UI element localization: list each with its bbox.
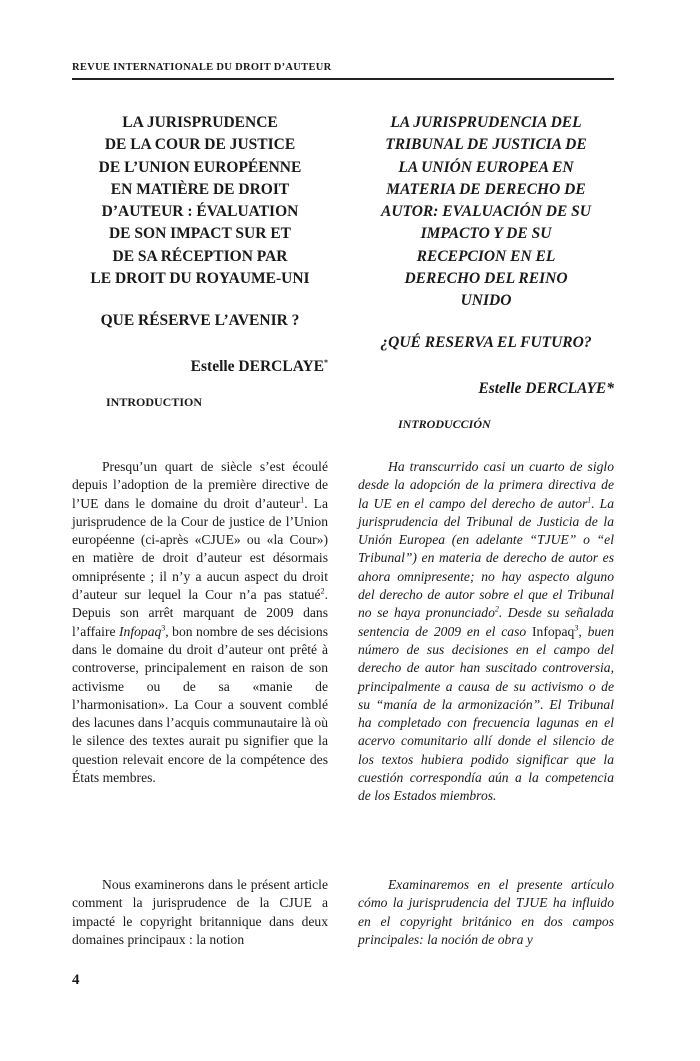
french-title-line: DE L’UNION EUROPÉENNE <box>98 158 302 176</box>
french-title-line: D’AUTEUR : ÉVALUATION <box>101 203 299 221</box>
text-run: Presqu’un quart de siècle s’est écoulé depuis l’adoption de la première directive de l’UE dans le domaine du droit d’auteur <box>72 459 328 511</box>
french-subtitle: QUE RÉSERVE L’AVENIR ? <box>100 312 300 330</box>
text-run: . Depuis son arrêt marquant de 2009 dans l’affaire <box>72 587 328 639</box>
french-paragraph-1 <box>72 458 328 787</box>
text-run: Ha transcurrido casi un cuarto de siglo desde la adopción de la primera directiva de la UE en el campo del derecho de autor <box>358 459 614 511</box>
footnote-ref-3[interactable]: 3 <box>574 623 579 633</box>
spanish-subtitle: ¿QUÉ RESERVA EL FUTURO? <box>380 333 592 351</box>
french-title-line: DE SON IMPACT SUR ET <box>108 225 291 243</box>
french-author-name: Estelle DERCLAYE <box>190 358 324 376</box>
spanish-title-line: RECEPCION EN EL <box>416 247 556 265</box>
running-head: REVUE INTERNATIONALE DU DROIT D’AUTEUR <box>72 62 332 73</box>
french-title <box>72 112 328 290</box>
text-run: . La jurisprudence de la Cour de justice de l’Union européenne (ci-après «CJUE» ou «la Cour») en matière de droit d’auteur est désormais omniprésente ; il n’y a aucun aspect du droit d’auteur sur lequel la Cour n’a pas statué <box>72 495 328 603</box>
header-rule <box>72 78 614 80</box>
spanish-title-line: IMPACTO Y DE SU <box>420 225 552 243</box>
french-title-line: DE SA RÉCEPTION PAR <box>112 247 288 265</box>
spanish-title <box>358 112 614 313</box>
text-run: , buen número de sus decisiones en el campo del derecho de autor han suscitado controversia, principalmente a causa de su activismo o de su “manía de la armonización”. El Tribunal ha completado con frecuencia lagunas en el acervo comunitario allí donde el silencio de los textos hubiera podido significar que la cuestión correspondía aún a la competencia de los Estados miembros. <box>358 623 614 804</box>
footnote-ref-2[interactable]: 2 <box>494 604 499 614</box>
spanish-author-footnote-mark[interactable]: * <box>606 379 614 397</box>
french-title-line: LA JURISPRUDENCE <box>122 114 278 131</box>
footnote-ref-3[interactable]: 3 <box>161 623 166 633</box>
spanish-column <box>358 112 614 432</box>
text-run: . Desde su señalada sentencia de 2009 en el caso <box>358 605 614 639</box>
french-paragraph-2: Nous examinerons dans le présent article comment la jurisprudence de la CJUE a impacté le copyright britannique dans deux domaines principaux : la notion <box>72 877 328 947</box>
spanish-title-line: LA UNIÓN EUROPEA EN <box>398 158 574 176</box>
spanish-paragraph-2: Examinaremos en el presente artículo cómo la jurisprudencia del TJUE ha influido en el copyright británico en dos campos principales: la noción de obra y <box>358 877 614 947</box>
case-name: Infopaq <box>532 623 575 639</box>
spanish-title-line: UNIDO <box>460 292 512 310</box>
french-title-line: DE LA COUR DE JUSTICE <box>104 136 296 154</box>
spanish-title-line: TRIBUNAL DE JUSTICIA DE <box>385 136 587 154</box>
spanish-title-line: DERECHO DEL REINO <box>404 270 568 288</box>
french-title-line: LE DROIT DU ROYAUME-UNI <box>90 270 310 288</box>
spanish-title-line: MATERIA DE DERECHO DE <box>386 180 586 198</box>
footnote-ref-2[interactable]: 2 <box>320 586 325 596</box>
french-column <box>72 112 328 410</box>
case-name: Infopaq <box>119 623 162 639</box>
spanish-author-name: Estelle DERCLAYE <box>478 379 607 397</box>
french-author <box>72 358 328 376</box>
french-section-heading: INTRODUCTION <box>106 395 203 410</box>
spanish-title-line: LA JURISPRUDENCIA DEL <box>390 114 582 131</box>
spanish-title-line: AUTOR: EVALUACIÓN DE SU <box>380 203 591 221</box>
spanish-section-heading: INTRODUCCIÓN <box>398 416 491 431</box>
text-run: . La jurisprudencia del Tribunal de Justicia de la Unión Europea (en adelante “TJUE” o “el Tribunal”) en materia de derecho de autor es ahora omnipresente; no hay aspecto alguno del derecho de autor sobre el que el Tribunal no se haya pronunciado <box>358 495 614 621</box>
french-title-line: EN MATIÈRE DE DROIT <box>110 180 290 198</box>
spanish-paragraph-1 <box>358 458 614 806</box>
page-number: 4 <box>72 972 80 988</box>
text-run: , bon nombre de ses décisions dans le domaine du droit d’auteur ont prêté à controverse, principalement en raison de son activisme ou de sa «manie de l’harmonisation». La Cour a souvent comblé des lacunes dans l’acquis communautaire là où le silence des textes aurait pu signifier que la question relevait encore de la compétence des États membres. <box>72 623 329 786</box>
french-author-footnote-mark[interactable]: * <box>324 358 328 368</box>
spanish-author <box>358 380 614 398</box>
footnote-ref-1[interactable]: 1 <box>300 495 305 505</box>
footnote-ref-1[interactable]: 1 <box>587 495 592 505</box>
